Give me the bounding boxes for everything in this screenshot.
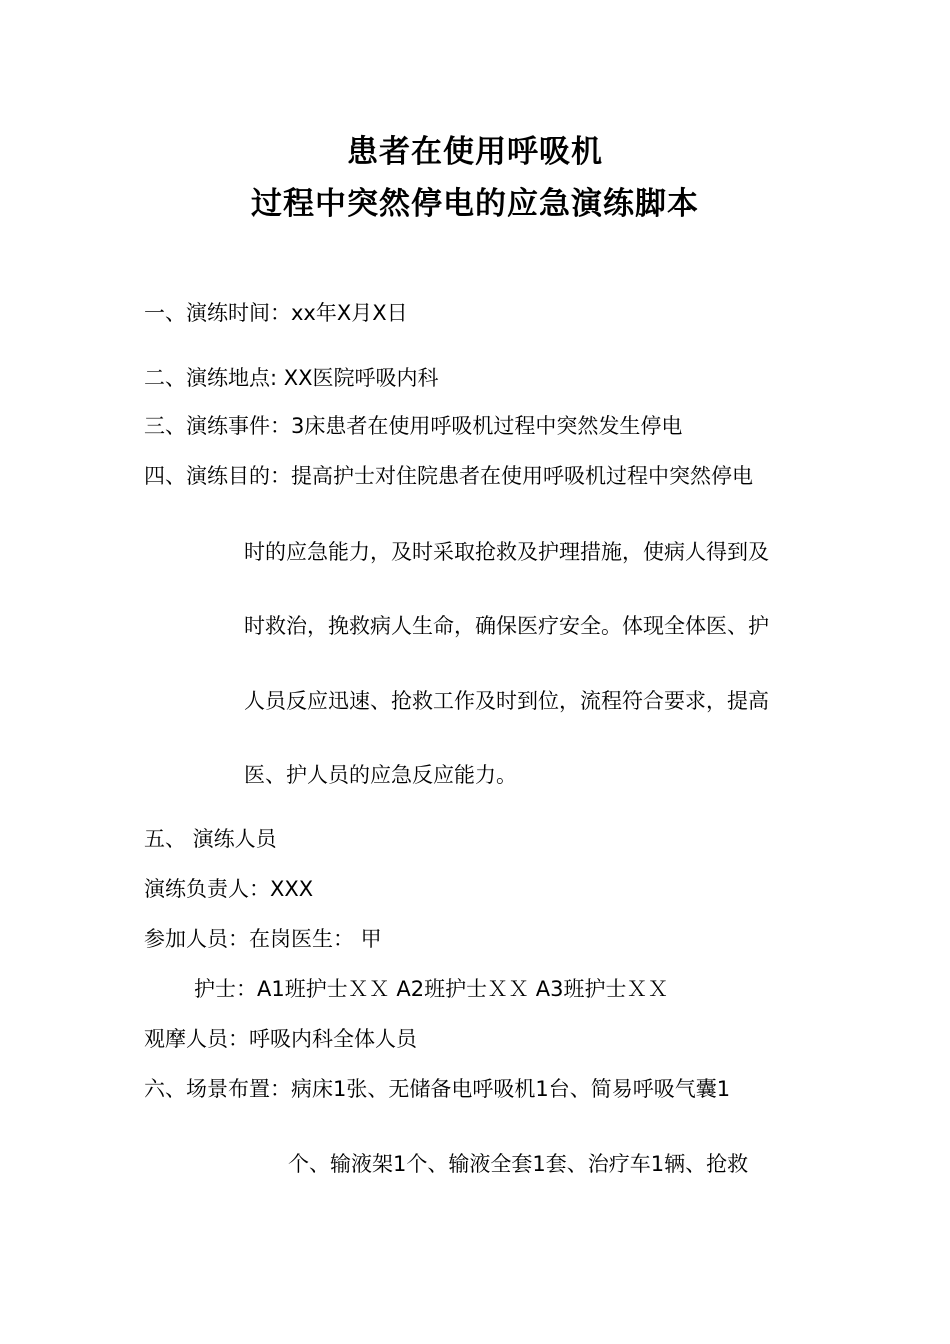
document-title-line-1: 患者在使用呼吸机: [347, 134, 603, 170]
drill-personnel-heading: 五、 演练人员: [144, 827, 277, 851]
drill-purpose-continued-3: 人员反应迅速、抢救工作及时到位，流程符合要求，提高: [244, 689, 769, 713]
drill-leader: 演练负责人：XXX: [144, 877, 314, 901]
scene-setup: 六、场景布置：病床1张、无储备电呼吸机1台、简易呼吸气囊1: [144, 1077, 731, 1101]
document-title-line-2: 过程中突然停电的应急演练脚本: [251, 186, 699, 222]
drill-location: 二、演练地点: XX医院呼吸内科: [144, 366, 439, 390]
drill-event: 三、演练事件：3床患者在使用呼吸机过程中突然发生停电: [144, 414, 683, 438]
drill-nurses: 护士：A1班护士ＸＸ A2班护士ＸＸ A3班护士ＸＸ: [194, 977, 669, 1001]
drill-purpose-continued-4: 医、护人员的应急反应能力。: [244, 763, 517, 787]
drill-observers: 观摩人员：呼吸内科全体人员: [144, 1027, 417, 1051]
drill-purpose-continued-1: 时的应急能力，及时采取抢救及护理措施，使病人得到及: [244, 540, 769, 564]
drill-time: 一、演练时间：xx年X月X日: [144, 301, 408, 325]
scene-setup-continued: 个、输液架1个、输液全套1套、治疗车1辆、抢救: [288, 1152, 749, 1176]
drill-purpose-continued-2: 时救治，挽救病人生命，确保医疗安全。体现全体医、护: [244, 614, 769, 638]
drill-purpose: 四、演练目的：提高护士对住院患者在使用呼吸机过程中突然停电: [144, 464, 753, 488]
drill-participants: 参加人员：在岗医生： 甲: [144, 927, 382, 951]
